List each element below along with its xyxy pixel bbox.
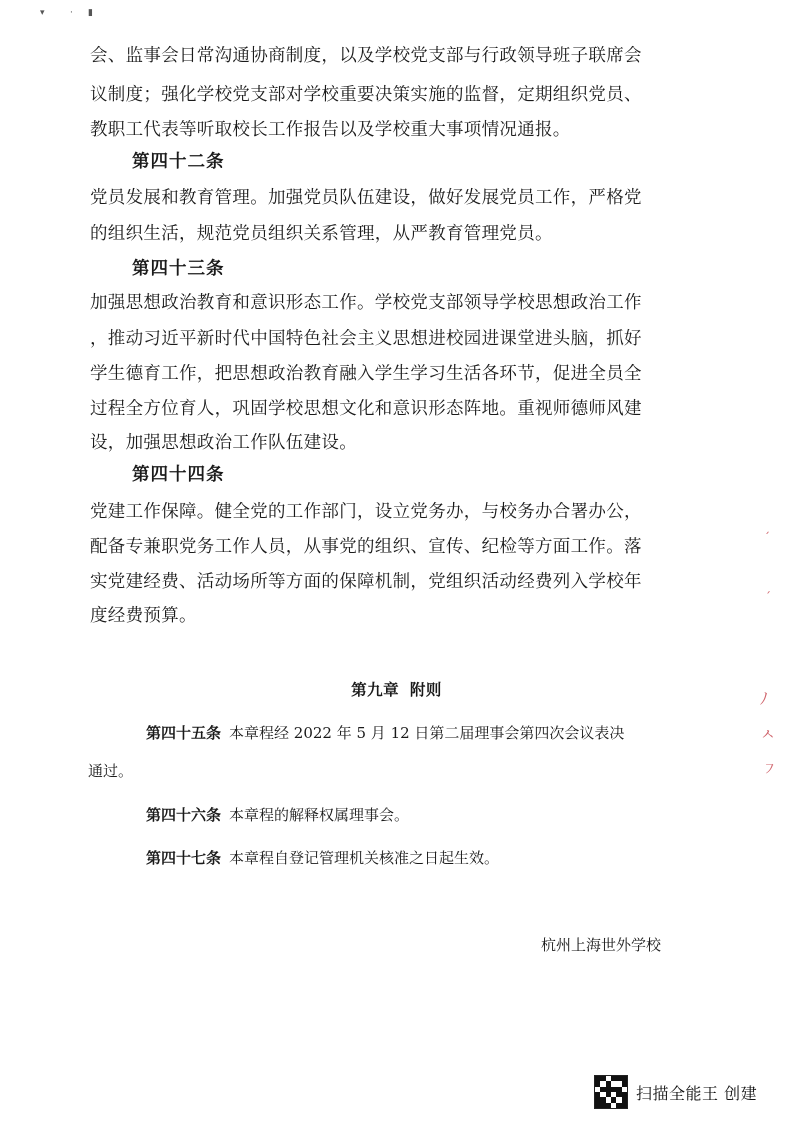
body-line: 加强思想政治教育和意识形态工作。学校党支部领导学校思想政治工作 <box>90 293 642 313</box>
chapter-heading <box>0 679 793 701</box>
seal-fragment: ﾉ <box>760 689 769 708</box>
body-line: 的组织生活，规范党员组织关系管理，从严教育管理党员。 <box>90 224 553 244</box>
article-label: 第四十六条 <box>146 806 222 824</box>
body-line: 配备专兼职党务工作人员，从事党的组织、宣传、纪检等方面工作。落 <box>90 537 642 557</box>
body-line: 党员发展和教育管理。加强党员队伍建设，做好发展党员工作，严格党 <box>90 188 642 208</box>
signature-organization: 杭州上海世外学校 <box>540 936 661 954</box>
body-line: 度经费预算。 <box>90 606 197 626</box>
article-heading: 第四十四条 <box>132 465 225 485</box>
seal-fragment: ˊ <box>765 590 771 604</box>
body-line: 学生德育工作，把思想政治教育融入学生学习生活各环节，促进全员全 <box>90 364 642 384</box>
body-line: 过程全方位育人，巩固学校思想文化和意识形态阵地。重视师德师风建 <box>90 399 642 419</box>
body-line: ，推动习近平新时代中国特色社会主义思想进校园进课堂进头脑，抓好 <box>90 329 642 349</box>
chapter-title: 附则 <box>409 680 442 699</box>
body-line: 党建工作保障。健全党的工作部门，设立党务办，与校务办合署办公， <box>90 502 642 522</box>
seal-fragment: ㇇ <box>762 760 778 778</box>
article-45 <box>146 722 624 744</box>
scanner-watermark <box>594 1072 757 1112</box>
article-heading: 第四十二条 <box>132 152 225 172</box>
seal-fragment: ㅅ <box>760 725 776 744</box>
article-heading: 第四十三条 <box>132 259 225 279</box>
article-label: 第四十七条 <box>146 849 222 867</box>
body-line: 议制度；强化学校党支部对学校重要决策实施的监督，定期组织党员、 <box>90 85 642 105</box>
body-line: 实党建经费、活动场所等方面的保障机制，党组织活动经费列入学校年 <box>90 572 642 592</box>
article-45-continued: 通过。 <box>88 762 134 780</box>
seal-fragment: ˏ <box>764 520 770 534</box>
body-line: 会、监事会日常沟通协商制度，以及学校党支部与行政领导班子联席会 <box>90 46 642 66</box>
body-line: 教职工代表等听取校长工作报告以及学校重大事项情况通报。 <box>90 120 571 140</box>
watermark-text: 扫描全能王 创建 <box>636 1083 758 1103</box>
body-line: 设，加强思想政治工作队伍建设。 <box>90 433 357 453</box>
article-text: 本章程的解释权属理事会。 <box>229 806 410 824</box>
scan-artifact: · <box>70 8 73 18</box>
qr-code-icon <box>594 1075 628 1109</box>
article-text: 本章程经 2022 年 5 月 12 日第二届理事会第四次会议表决 <box>229 724 625 742</box>
article-46 <box>146 804 409 826</box>
article-label: 第四十五条 <box>146 724 222 742</box>
article-47 <box>146 847 499 869</box>
scan-artifact: ▾ <box>40 8 45 18</box>
scan-artifact: ▮ <box>88 8 93 18</box>
article-text: 本章程自登记管理机关核准之日起生效。 <box>229 849 500 867</box>
chapter-number: 第九章 <box>351 680 400 699</box>
